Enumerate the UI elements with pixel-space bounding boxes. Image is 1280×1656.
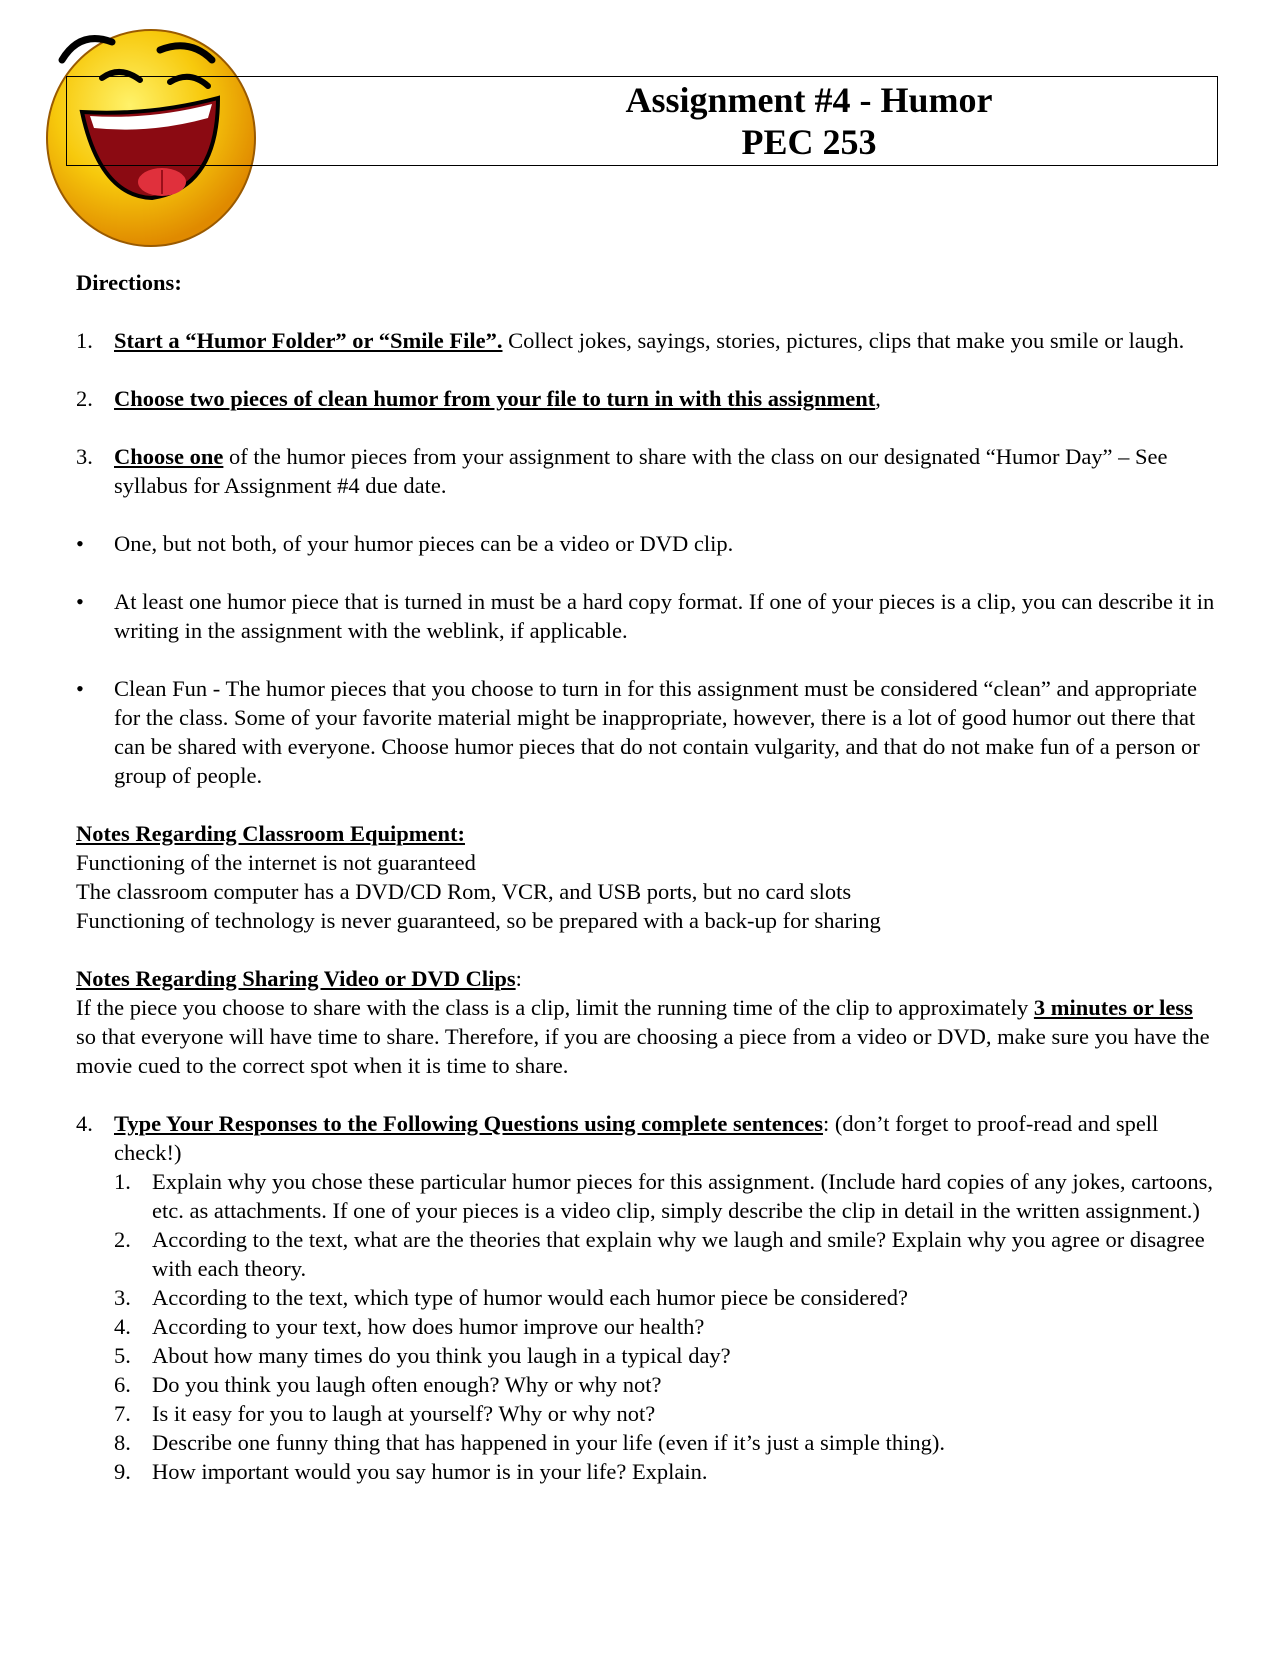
bullet-icon: • xyxy=(76,531,84,556)
equipment-line: The classroom computer has a DVD/CD Rom, VCR, and USB ports, but no card slots xyxy=(76,879,852,904)
directions-heading: Directions: xyxy=(76,270,182,295)
list-item: 3. Choose one of the humor pieces from your assignment to share with the class on our designated “Humor Day” – See syllabus for Assignment #4 due date. xyxy=(76,444,1168,498)
clips-heading: Notes Regarding Sharing Video or DVD Clips xyxy=(76,966,516,991)
question-item: 7. Is it easy for you to laugh at yourself? Why or why not? xyxy=(114,1401,656,1426)
bullet-item: • Clean Fun - The humor pieces that you choose to turn in for this assignment must be considered “clean” and appropriate for the class. Some of your favorite material might be inappropriate, however, there is a lot of good humor out there that can be shared with everyone. Choose humor pieces that do not contain vulgarity, and that do not make fun of a person or group of people. xyxy=(76,676,1200,788)
list-item: 1. Start a “Humor Folder” or “Smile File”. Collect jokes, sayings, stories, pictures, clips that make you smile or laugh. xyxy=(76,328,1185,353)
bullet-icon: • xyxy=(76,589,84,614)
time-limit-emphasis: 3 minutes or less xyxy=(1033,995,1193,1020)
course-code: PEC 253 xyxy=(741,122,877,162)
list-item: 4. Type Your Responses to the Following Questions using complete sentences: (don’t forget to proof-read and spell check!) xyxy=(76,1111,1159,1165)
question-item: 2. According to the text, what are the theories that explain why we laugh and smile? Explain why you agree or disagree with each theory. xyxy=(114,1227,1205,1281)
page-title: Assignment #4 - Humor xyxy=(625,80,993,120)
question-item: 1. Explain why you chose these particular humor pieces for this assignment. (Include hard copies of any jokes, cartoons, etc. as attachments. If one of your pieces is a video clip, simply describe the clip in detail in the written assignment.) xyxy=(114,1169,1213,1223)
equipment-heading: Notes Regarding Classroom Equipment: xyxy=(76,821,465,846)
equipment-line: Functioning of technology is never guaranteed, so be prepared with a back-up for sharing xyxy=(76,908,881,933)
clips-paragraph: If the piece you choose to share with the class is a clip, limit the running time of the clip to approximately 3 minutes or less so that everyone will have time to share. Therefore, if you are choosing a piece from a video or DVD, make sure you have the movie cued to the correct spot when it is time to share. xyxy=(76,995,1210,1078)
equipment-line: Functioning of the internet is not guaranteed xyxy=(76,850,476,875)
clips-heading-line: Notes Regarding Sharing Video or DVD Clips: xyxy=(76,966,522,991)
bullet-item: • At least one humor piece that is turned in must be a hard copy format. If one of your pieces is a clip, you can describe it in writing in the assignment with the weblink, if applicable. xyxy=(76,589,1215,643)
list-item: 2. Choose two pieces of clean humor from your file to turn in with this assignment, xyxy=(76,386,881,411)
bullet-item: • One, but not both, of your humor pieces can be a video or DVD clip. xyxy=(76,531,734,556)
question-item: 8. Describe one funny thing that has happened in your life (even if it’s just a simple thing). xyxy=(114,1430,945,1455)
question-item: 4. According to your text, how does humor improve our health? xyxy=(114,1314,705,1339)
question-item: 5. About how many times do you think you laugh in a typical day? xyxy=(114,1343,731,1368)
bullet-icon: • xyxy=(76,676,84,701)
question-item: 3. According to the text, which type of humor would each humor piece be considered? xyxy=(114,1285,909,1310)
document-body xyxy=(76,268,1216,1486)
question-item: 6. Do you think you laugh often enough? Why or why not? xyxy=(114,1372,662,1397)
question-item: 9. How important would you say humor is in your life? Explain. xyxy=(114,1459,708,1484)
title-box xyxy=(66,76,1218,166)
